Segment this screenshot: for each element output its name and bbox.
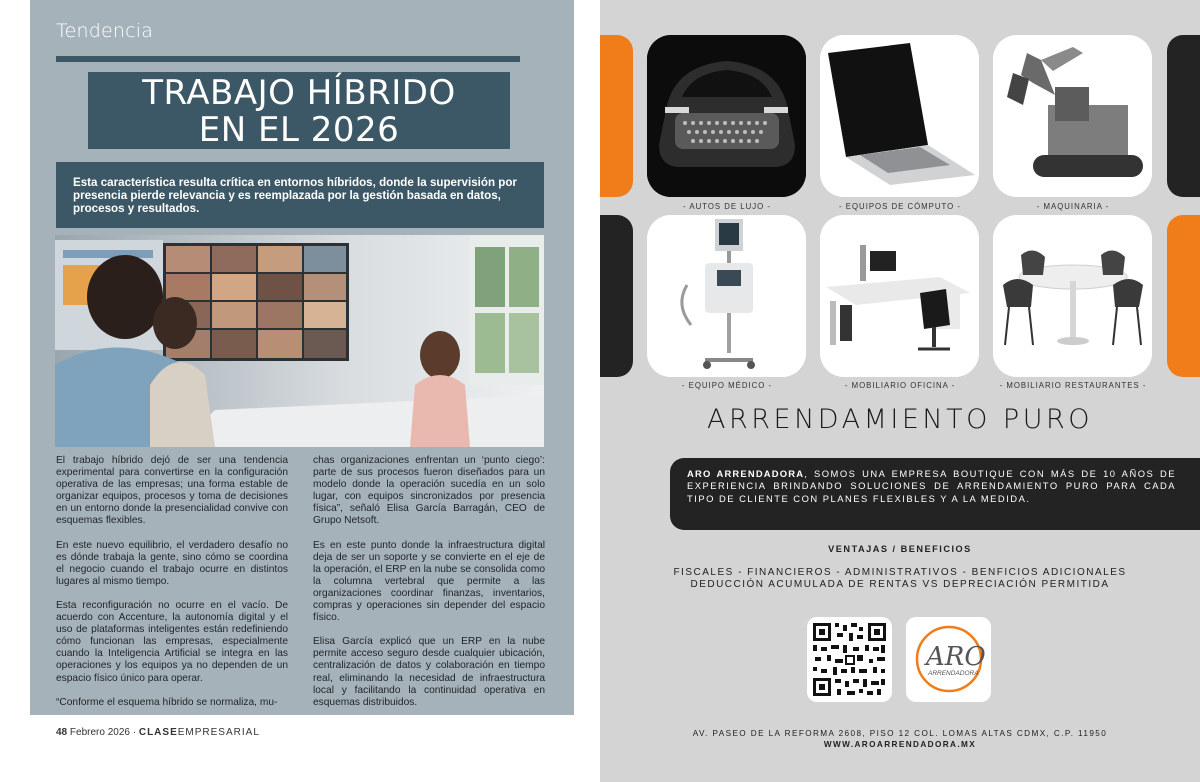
title-line-2: EN EL 2026 xyxy=(198,110,400,150)
video-grid xyxy=(166,246,346,358)
issue-date: Febrero 2026 · xyxy=(69,727,137,738)
tile-office-furniture xyxy=(820,215,979,377)
company-description xyxy=(670,458,1200,530)
caption-computer-equipment: - EQUIPOS DE CÓMPUTO - xyxy=(839,202,961,211)
tile-machinery xyxy=(993,35,1152,197)
company-address: AV. PASEO DE LA REFORMA 2608, PISO 12 COL. LOMAS ALTAS CDMX, C.P. 11950 xyxy=(692,729,1108,738)
tile-computer-equipment xyxy=(820,35,979,197)
company-name: ARO ARRENDADORA xyxy=(687,468,805,479)
page-footer xyxy=(56,727,260,738)
qr-code[interactable] xyxy=(807,617,892,702)
caption-luxury-cars: - AUTOS DE LUJO - xyxy=(683,202,771,211)
benefits-title: VENTAJAS / BENEFICIOS xyxy=(828,544,972,554)
page-number: 48 xyxy=(56,727,68,738)
header-rule xyxy=(56,56,520,62)
article-title xyxy=(88,72,510,149)
video-conference-photo xyxy=(55,235,544,447)
paragraph: Esta reconfiguración no ocurre en el vacío. De acuerdo con Accenture, la autonomía digital y el uso de plataformas inteligentes están redefiniendo cómo funcionan las empresas, especialmente cuando la Inteligencia Artificial se integra en las operaciones y los equipos ya no dependen de un espacio físico único para operar. xyxy=(56,599,288,684)
logo-subtitle: ARRENDADORA xyxy=(928,670,979,677)
section-label: Tendencia xyxy=(56,20,154,42)
paragraph: En este nuevo equilibrio, el verdadero desafío no es dónde trabaja la gente, sino cómo se coordina el negocio cuando el trabajo ocurre en distintos lugares al mismo tiempo. xyxy=(56,539,288,587)
medical-equipment-icon xyxy=(647,215,806,377)
excavator-icon xyxy=(993,35,1152,197)
orange-accent-right-bottom xyxy=(1167,215,1200,377)
logo-mark: ARO xyxy=(926,642,986,672)
car-icon xyxy=(647,35,806,197)
office-desk-icon xyxy=(820,215,979,377)
article-column-2 xyxy=(313,455,545,721)
paragraph: Elisa García explicó que un ERP en la nube permite acceso seguro desde cualquier ubicación, centralización de datos y colaboración en tiempo real, eliminando la necesidad de infraestructura local y facilitando la continuidad operativa en esquemas distribuidos. xyxy=(313,636,545,708)
benefits-list: FISCALES - FINANCIEROS - ADMINISTRATIVOS - BENFICIOS ADICIONALES xyxy=(673,567,1127,578)
caption-restaurant-furniture: - MOBILIARIO RESTAURANTES - xyxy=(999,381,1147,390)
magazine-brand-a: CLASE xyxy=(138,727,178,738)
paragraph: chas organizaciones enfrentan un ‘punto ciego’: parte de sus procesos fueron diseñados para un modelo donde la operación sucedía en un solo lugar, con equipos sincronizados por presencia física”, señaló Elisa García Barragán, CEO de Grupo Netsoft. xyxy=(313,455,545,527)
restaurant-furniture-icon xyxy=(993,215,1152,377)
company-description-text: , SOMOS UNA EMPRESA BOUTIQUE CON MÁS DE 10 AÑOS DE EXPERIENCIA BRINDANDO SOLUCIONES DE ARRENDAMIENTO PURO PARA CADA TIPO DE CLIENTE CON PLANES FLEXIBLES Y A LA MEDIDA. xyxy=(687,468,1176,504)
title-line-1: TRABAJO HÍBRIDO xyxy=(142,73,456,113)
caption-machinery: - MAQUINARIA - xyxy=(1036,202,1110,211)
lead-text: Esta característica resulta crítica en entornos híbridos, donde la supervisión por presencia pierde relevancia y es reemplazada por la gestión basada en datos, procesos y resultados. xyxy=(73,176,517,216)
benefits-detail: DEDUCCIÓN ACUMULADA DE RENTAS VS DEPRECIACIÓN PERMITIDA xyxy=(690,579,1110,590)
paragraph: “Conforme el esquema híbrido se normaliza, mu- xyxy=(56,696,278,708)
tile-luxury-car xyxy=(647,35,806,197)
qr-code-icon xyxy=(807,617,892,702)
paragraph: Es en este punto donde la infraestructura digital deja de ser un soporte y se convierte en el eje de la operación, el ERP en la nube se consolida como la columna vertebral que permite a las organizaciones coordinar finanzas, inventarios, compras y operaciones sin depender del espacio físico. xyxy=(313,539,545,624)
dark-accent-left-bottom xyxy=(600,215,633,377)
magazine-brand-b: EMPRESARIAL xyxy=(177,727,260,738)
tile-medical-equipment xyxy=(647,215,806,377)
aro-logo-icon xyxy=(906,617,991,702)
caption-office-furniture: - MOBILIARIO OFICINA - xyxy=(844,381,956,390)
dark-accent-right-top xyxy=(1167,35,1200,197)
article-photo xyxy=(55,235,544,447)
company-logo xyxy=(906,617,991,702)
article-lead xyxy=(56,162,544,228)
company-website-link[interactable]: WWW.AROARRENDADORA.MX xyxy=(823,740,977,749)
laptop-icon xyxy=(820,35,979,197)
paragraph: El trabajo híbrido dejó de ser una tendencia experimental para convertirse en la configuración operativa de las empresas; una forma estable de organizar equipos, procesos y toma de decisiones en un entorno donde la presencialidad convive con esquemas flexibles. xyxy=(56,455,288,527)
tile-restaurant-furniture xyxy=(993,215,1152,377)
caption-medical-equipment: - EQUIPO MÉDICO - xyxy=(681,381,773,390)
ad-headline: ARRENDAMIENTO PURO xyxy=(707,404,1093,435)
orange-accent-left-top xyxy=(600,35,633,197)
advertisement-page xyxy=(600,0,1200,782)
article-column-1 xyxy=(56,455,288,721)
